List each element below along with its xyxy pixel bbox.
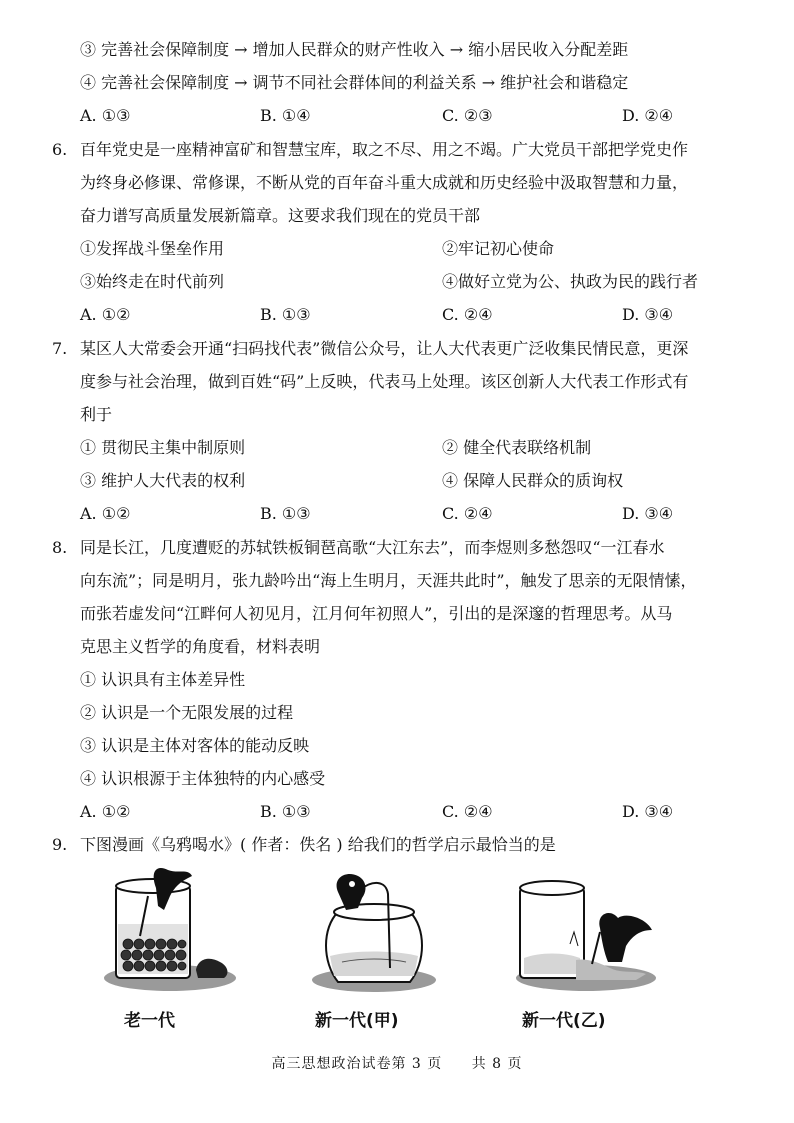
q7-option-b: B. ①③	[260, 504, 311, 523]
q6-option-d: D. ③④	[622, 305, 674, 324]
cartoon-caption-old: 老一代	[124, 1011, 175, 1031]
q7-number: 7.	[52, 339, 68, 358]
q8-option-a: A. ①②	[80, 802, 131, 821]
q7-option-c: C. ②④	[442, 504, 493, 523]
q6-item-1: ①发挥战斗堡垒作用	[80, 239, 225, 258]
cartoon-new-generation-a	[302, 872, 442, 996]
q6-item-2: ②牢记初心使命	[442, 239, 555, 258]
q6-stem-2: 为终身必修课、常修课，不断从党的百年奋斗重大成就和历史经验中汲取智慧和力量，	[80, 173, 689, 192]
q8-stem-4: 克思主义哲学的角度看，材料表明	[80, 637, 321, 656]
q8-option-d: D. ③④	[622, 802, 674, 821]
q7-item-1: ① 贯彻民主集中制原则	[80, 438, 246, 457]
q8-number: 8.	[52, 538, 68, 557]
q8-stem-3: 而张若虚发问“江畔何人初见月，江月何年初照人”，引出的是深邃的哲理思考。从马	[80, 604, 673, 623]
q6-option-b: B. ①③	[260, 305, 311, 324]
q7-stem-1: 某区人大常委会开通“扫码找代表”微信公众号，让人大代表更广泛收集民情民意，更深	[80, 339, 689, 358]
q6-item-4: ④做好立党为公、执政为民的践行者	[442, 272, 699, 291]
q7-item-4: ④ 保障人民群众的质询权	[442, 471, 624, 490]
q8-option-b: B. ①③	[260, 802, 311, 821]
q6-option-a: A. ①②	[80, 305, 131, 324]
q8-option-c: C. ②④	[442, 802, 493, 821]
q7-option-a: A. ①②	[80, 504, 131, 523]
q8-item-1: ① 认识具有主体差异性	[80, 670, 246, 689]
q7-item-2: ② 健全代表联络机制	[442, 438, 592, 457]
q8-stem-1: 同是长江，几度遭贬的苏轼铁板铜琶高歌“大江东去”，而李煜则多愁怨叹“一江春水	[80, 538, 665, 557]
page-footer	[0, 1053, 794, 1073]
q8-item-2: ② 认识是一个无限发展的过程	[80, 703, 294, 722]
q5-item-3: ③ 完善社会保障制度 → 增加人民群众的财产性收入 → 缩小居民收入分配差距	[80, 40, 629, 59]
q7-stem-2: 度参与社会治理，做到百姓“码”上反映，代表马上处理。该区创新人大代表工作形式有	[80, 372, 689, 391]
q6-item-3: ③始终走在时代前列	[80, 272, 225, 291]
footer-page-label: 高三思想政治试卷第 3 页	[271, 1056, 443, 1072]
q8-stem-2: 向东流”；同是明月，张九龄吟出“海上生明月，天涯共此时”，触发了思亲的无限情愫，	[80, 571, 697, 590]
cartoon-old-generation	[98, 866, 248, 996]
q5-option-b: B. ①④	[260, 106, 311, 125]
cartoon-new-generation-b	[506, 866, 666, 996]
q8-item-3: ③ 认识是主体对客体的能动反映	[80, 736, 310, 755]
q9-number: 9.	[52, 835, 68, 854]
q5-option-c: C. ②③	[442, 106, 493, 125]
q5-option-d: D. ②④	[622, 106, 674, 125]
q6-option-c: C. ②④	[442, 305, 493, 324]
q9-stem: 下图漫画《乌鸦喝水》( 作者：佚名 ) 给我们的哲学启示最恰当的是	[80, 835, 556, 854]
cartoon-caption-new-b: 新一代(乙)	[522, 1011, 606, 1031]
q7-stem-3: 利于	[80, 405, 113, 424]
q6-stem-1: 百年党史是一座精神富矿和智慧宝库，取之不尽、用之不竭。广大党员干部把学党史作	[80, 140, 689, 159]
q7-option-d: D. ③④	[622, 504, 674, 523]
q6-stem-3: 奋力谱写高质量发展新篇章。这要求我们现在的党员干部	[80, 206, 481, 225]
q6-number: 6.	[52, 140, 68, 159]
footer-total-pages: 共 8 页	[471, 1056, 523, 1072]
q5-option-a: A. ①③	[80, 106, 131, 125]
q7-item-3: ③ 维护人大代表的权利	[80, 471, 246, 490]
q8-item-4: ④ 认识根源于主体独特的内心感受	[80, 769, 326, 788]
q5-item-4: ④ 完善社会保障制度 → 调节不同社会群体间的利益关系 → 维护社会和谐稳定	[80, 73, 629, 92]
cartoon-caption-new-a: 新一代(甲)	[315, 1011, 399, 1031]
